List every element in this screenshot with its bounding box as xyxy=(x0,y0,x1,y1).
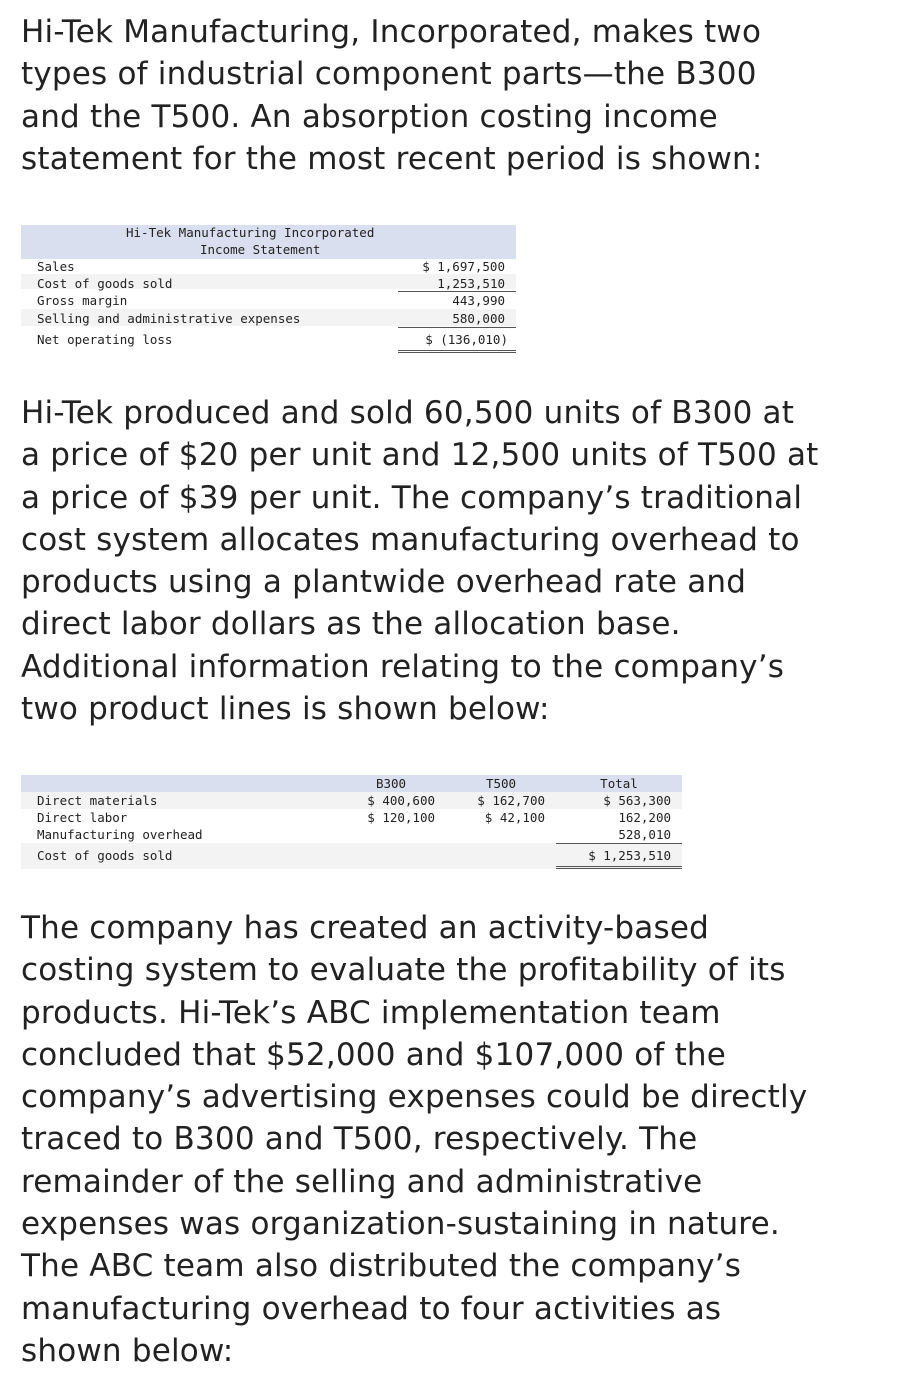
value-total-direct-labor: 162,200 xyxy=(618,810,671,825)
production-paragraph xyxy=(21,392,901,730)
row-label-selling-admin: Selling and administrative expenses xyxy=(37,311,301,326)
subtotal-rule xyxy=(398,291,516,292)
production-line: products using a plantwide overhead rate and xyxy=(21,564,747,601)
value-t500-direct-labor: $ 42,100 xyxy=(484,810,545,825)
abc-line: The ABC team also distributed the company’s xyxy=(21,1248,742,1285)
value-net-loss: $ (136,010) xyxy=(425,332,508,347)
total-rule xyxy=(556,868,682,869)
row-label-gross-margin: Gross margin xyxy=(37,293,128,308)
value-gross-margin: 443,990 xyxy=(452,293,505,308)
value-b300-direct-materials: $ 400,600 xyxy=(367,793,435,808)
intro-paragraph xyxy=(21,11,901,180)
value-total-direct-materials: $ 563,300 xyxy=(603,793,671,808)
production-line: a price of $20 per unit and 12,500 units of T500 at xyxy=(21,437,819,474)
abc-line: remainder of the selling and administrative xyxy=(21,1163,703,1200)
abc-line: shown below: xyxy=(21,1332,234,1369)
column-header-total: Total xyxy=(600,776,638,791)
row-label-sales: Sales xyxy=(37,259,75,274)
income-statement-table xyxy=(21,225,516,353)
row-label-cogs: Cost of goods sold xyxy=(37,276,173,291)
production-line: Hi-Tek produced and sold 60,500 units of B300 at xyxy=(21,395,795,431)
column-header-b300: B300 xyxy=(375,776,407,791)
row-label-net-loss: Net operating loss xyxy=(37,332,173,347)
abc-line: manufacturing overhead to four activities as xyxy=(21,1290,722,1327)
value-selling-admin: 580,000 xyxy=(452,311,505,326)
row-label-cost-of-goods-sold: Cost of goods sold xyxy=(37,848,173,863)
production-line: direct labor dollars as the allocation base. xyxy=(21,606,681,643)
row-label-direct-labor: Direct labor xyxy=(37,810,128,825)
row-label-direct-materials: Direct materials xyxy=(37,793,158,808)
abc-paragraph xyxy=(21,907,901,1372)
product-lines-table xyxy=(21,775,682,869)
intro-line: types of industrial component parts—the B300 xyxy=(21,56,757,93)
intro-line: Hi-Tek Manufacturing, Incorporated, makes two xyxy=(21,14,762,50)
column-header-t500: T500 xyxy=(485,776,517,791)
income-statement-subtitle: Income Statement xyxy=(200,242,321,257)
subtotal-rule xyxy=(398,327,516,328)
value-total-cost-of-goods-sold: $ 1,253,510 xyxy=(588,848,671,863)
abc-line: traced to B300 and T500, respectively. The xyxy=(21,1121,698,1158)
abc-line: expenses was organization-sustaining in nature. xyxy=(21,1206,780,1243)
value-b300-direct-labor: $ 120,100 xyxy=(367,810,435,825)
income-statement-title: Hi-Tek Manufacturing Incorporated xyxy=(126,225,375,240)
subtotal-rule xyxy=(556,843,682,844)
intro-line: and the T500. An absorption costing income xyxy=(21,98,718,135)
abc-line: costing system to evaluate the profitability of its xyxy=(21,952,786,989)
production-line: two product lines is shown below: xyxy=(21,691,550,728)
production-line: a price of $39 per unit. The company’s traditional xyxy=(21,479,803,516)
intro-line: statement for the most recent period is shown: xyxy=(21,140,763,177)
value-sales: $ 1,697,500 xyxy=(422,259,505,274)
row-label-manufacturing-overhead: Manufacturing overhead xyxy=(37,827,203,842)
value-t500-direct-materials: $ 162,700 xyxy=(477,793,545,808)
production-line: cost system allocates manufacturing overhead to xyxy=(21,521,800,558)
total-rule xyxy=(398,352,516,353)
abc-line: concluded that $52,000 and $107,000 of the xyxy=(21,1036,727,1073)
value-total-manufacturing-overhead: 528,010 xyxy=(618,827,671,842)
production-line: Additional information relating to the company’s xyxy=(21,648,785,685)
value-cogs: 1,253,510 xyxy=(437,276,505,291)
total-rule xyxy=(398,350,516,351)
total-rule xyxy=(556,866,682,867)
abc-line: products. Hi-Tek’s ABC implementation team xyxy=(21,994,721,1031)
abc-line: The company has created an activity-based xyxy=(21,910,710,946)
abc-line: company’s advertising expenses could be directly xyxy=(21,1079,808,1116)
